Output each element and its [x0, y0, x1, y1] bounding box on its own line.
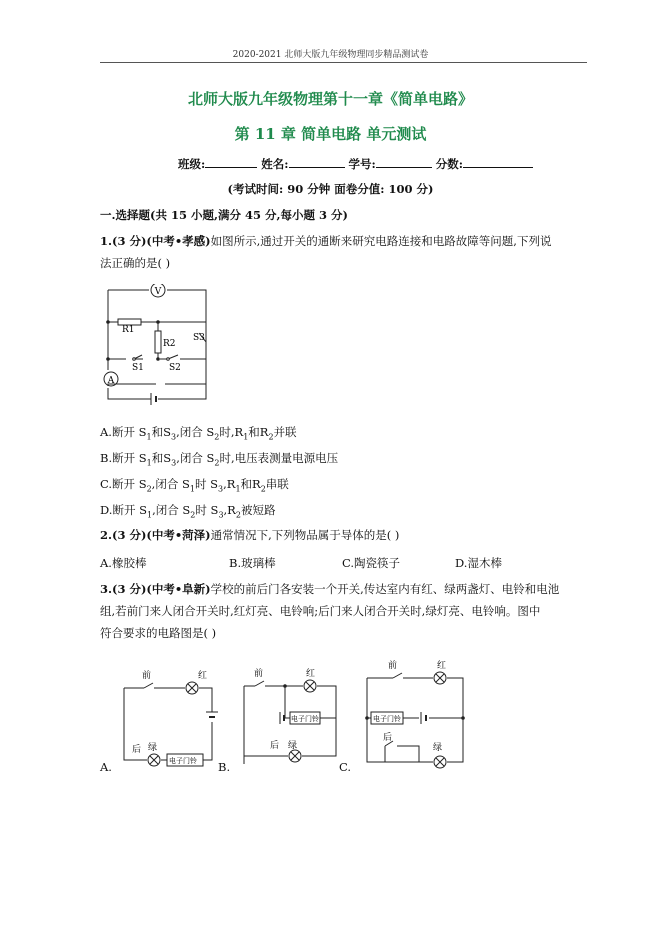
s3-label: S3: [193, 333, 205, 343]
fig-c-front-label: 前: [388, 661, 398, 671]
q1-option-b[interactable]: B.断开 $S_1$和$S_3$,闭合 $S_2$时,电压表测量电源电压: [100, 451, 339, 468]
score-blank[interactable]: [463, 155, 533, 168]
question-2-text: 通常情况下,下列物品属于导体的是( ): [210, 528, 400, 542]
question-3-figure-a: [120, 668, 220, 770]
q1-option-d[interactable]: D.断开 $S_1$,闭合 $S_2$时 $S_3,R_2$被短路: [100, 503, 276, 520]
question-3-text-2: 组,若前门来人闭合开关时,红灯亮、电铃响;后门来人闭合开关时,绿灯亮、电铃响。图中: [100, 604, 541, 618]
r1-label: R1: [122, 325, 135, 335]
fig-a-front-label: 前: [142, 671, 152, 681]
page-header: 2020-2021 北师大版九年级物理同步精品测试卷: [232, 50, 429, 60]
q3-option-b[interactable]: B.: [218, 760, 231, 774]
header-divider: [100, 62, 587, 63]
q2-option-d[interactable]: D.湿木棒: [455, 556, 502, 570]
fig-b-green-label: 绿: [288, 741, 298, 751]
fig-a-back-label: 后: [132, 745, 142, 755]
fig-c-bell-label: 电子门铃: [373, 715, 401, 723]
fig-b-back-label: 后: [270, 741, 280, 751]
score-label: 分数:: [435, 157, 464, 171]
document-title: 北师大版九年级物理第十一章《简单电路》: [187, 90, 473, 108]
question-3-figure-b: [240, 668, 340, 770]
number-blank[interactable]: [376, 155, 432, 168]
q1-option-c[interactable]: C.断开 $S_2$,闭合 $S_1$时 $S_3,R_1$和$R_2$串联: [100, 477, 289, 494]
q3-option-a[interactable]: A.: [100, 760, 112, 774]
q2-option-a[interactable]: A.橡胶棒: [100, 556, 147, 570]
fig-a-green-label: 绿: [148, 743, 158, 753]
q3-option-c[interactable]: C.: [339, 760, 352, 774]
ammeter-symbol: A: [107, 376, 115, 386]
s1-label: S1: [132, 363, 144, 373]
exam-info: (考试时间: 90 分钟 面卷分值: 100 分): [227, 182, 434, 196]
question-1-text-1: 如图所示,通过开关的通断来研究电路连接和电路故障等问题,下列说: [210, 234, 552, 248]
r2-label: R2: [163, 339, 176, 349]
student-info-line: [178, 155, 533, 172]
q2-option-c[interactable]: C.陶瓷筷子: [342, 556, 401, 570]
voltmeter-symbol: V: [154, 287, 162, 297]
fig-c-red-label: 红: [437, 661, 447, 671]
s2-label: S2: [169, 363, 181, 373]
fig-b-red-label: 红: [306, 669, 316, 679]
question-1-head: 1.(3 分)(中考•孝感): [100, 234, 211, 248]
question-3-text-3: 符合要求的电路图是( ): [100, 626, 217, 640]
question-3: [100, 578, 590, 644]
question-1-circuit-figure: [100, 284, 215, 412]
number-label: 学号:: [348, 157, 376, 171]
question-3-text-1: 学校的前后门各安装一个开关,传达室内有红、绿两盏灯、电铃和电池: [210, 582, 560, 596]
class-blank[interactable]: [205, 155, 257, 168]
name-blank[interactable]: [289, 155, 345, 168]
q1-option-a[interactable]: A.断开 $S_1$和$S_3$,闭合 $S_2$时$,R_1$和$R_2$并联: [100, 425, 297, 442]
fig-a-red-label: 红: [198, 671, 208, 681]
q2-option-b[interactable]: B.玻璃棒: [229, 556, 276, 570]
fig-c-green-label: 绿: [433, 743, 443, 753]
question-3-figure-c: [363, 656, 468, 770]
fig-a-bell-label: 电子门铃: [169, 757, 197, 765]
question-3-head: 3.(3 分)(中考•阜新): [100, 582, 211, 596]
question-1-text-2: 法正确的是( ): [100, 256, 171, 270]
class-label: 班级:: [178, 157, 206, 171]
question-1: [100, 230, 590, 274]
document-subtitle: 第 11 章 简单电路 单元测试: [234, 125, 427, 143]
fig-b-bell-label: 电子门铃: [291, 715, 319, 723]
name-label: 姓名:: [261, 157, 289, 171]
fig-b-front-label: 前: [254, 669, 264, 679]
section-heading: 一.选择题(共 15 小题,满分 45 分,每小题 3 分): [100, 208, 348, 222]
question-2: [100, 524, 590, 546]
question-2-head: 2.(3 分)(中考•菏泽): [100, 528, 211, 542]
fig-c-back-label: 后: [383, 733, 393, 743]
